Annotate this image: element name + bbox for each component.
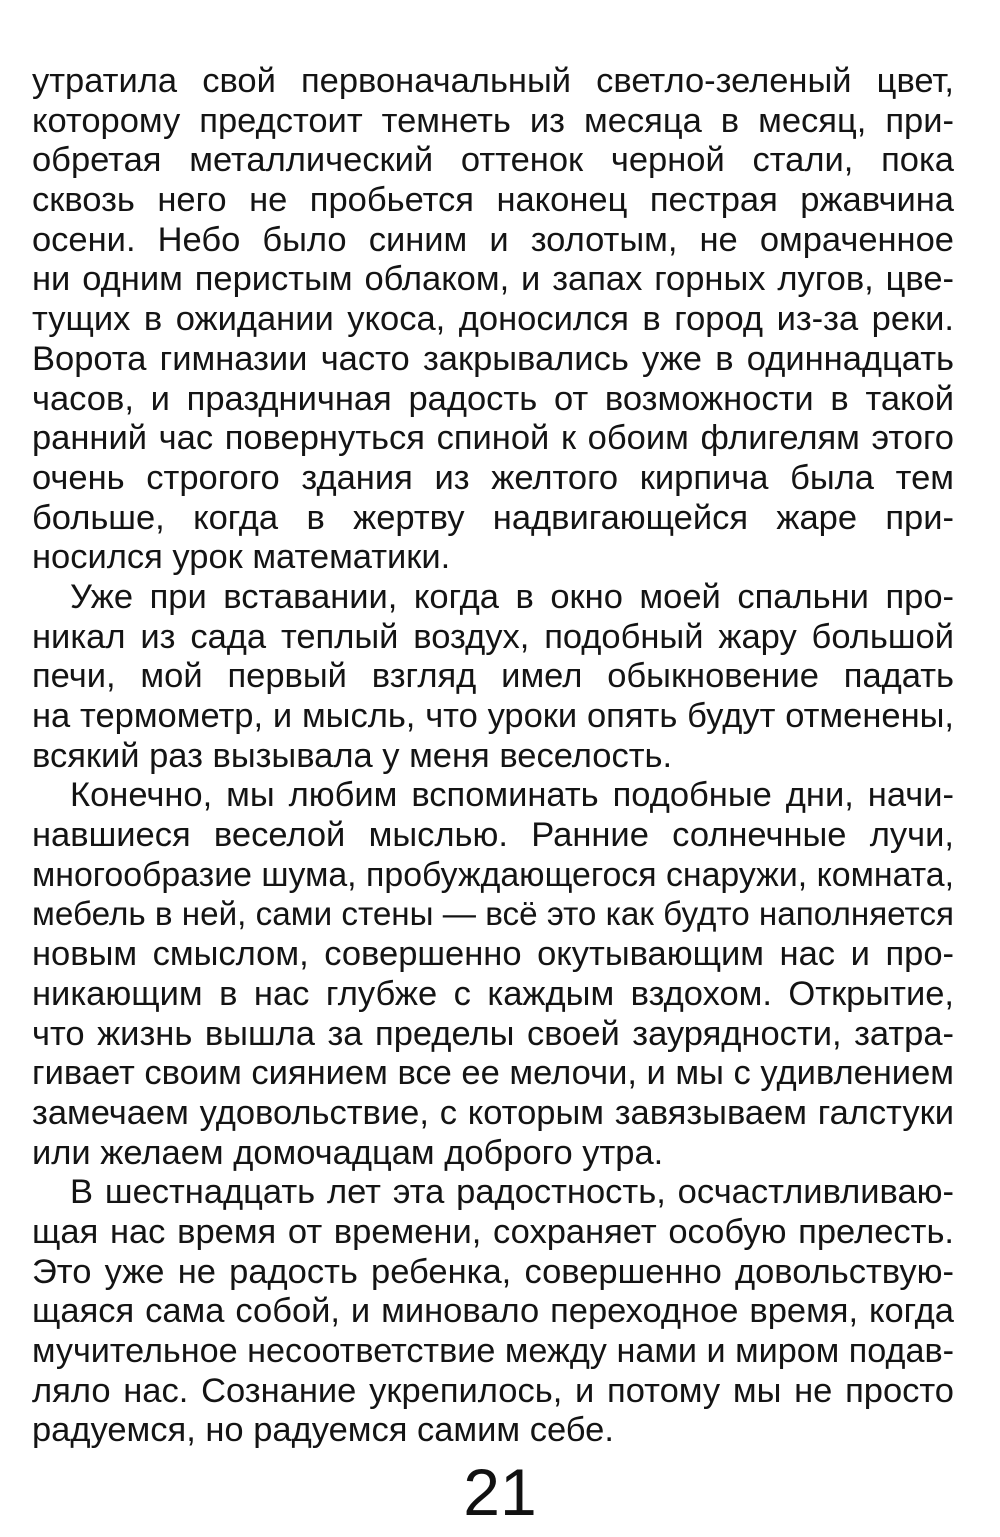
text-line: что жизнь вышла за пределы своей заурядности, затра- [32, 1014, 954, 1053]
text-line: сквозь него не пробьется наконец пестрая ржавчина [32, 181, 954, 220]
text-line: ранний час повернуться спиной к обоим флигелям этого [32, 419, 954, 458]
text-line: всякий раз вызывала у меня веселость. [32, 736, 673, 775]
body-text [32, 62, 954, 1451]
text-line: обретая металлический оттенок черной стали, пока [32, 141, 954, 180]
text-line: ляло нас. Сознание укрепилось, и потому мы не просто [32, 1371, 954, 1410]
text-line: радуемся, но радуемся самим себе. [32, 1411, 614, 1450]
text-line: тущих в ожидании укоса, доносился в город из-за реки. [32, 300, 954, 339]
text-line: щаяся сама собой, и миновало переходное время, когда [32, 1292, 954, 1331]
text-line: носился урок математики. [32, 538, 451, 577]
page-number: 21 [463, 1455, 537, 1529]
text-line: никающим в нас глубже с каждым вздохом. Открытие, [32, 974, 954, 1013]
text-line: щая нас время от времени, сохраняет особую прелесть. [32, 1212, 954, 1251]
text-line: осени. Небо было синим и золотым, не омраченное [32, 220, 954, 259]
text-line: утратила свой первоначальный светло-зеленый цвет, [32, 62, 954, 100]
text-line: на термометр, и мысль, что уроки опять будут отменены, [32, 697, 954, 735]
text-line: многообразие шума, пробуждающегося снаружи, комната, [32, 855, 954, 894]
text-line: мебель в ней, сами стены — всё это как будто наполняется [32, 896, 954, 934]
text-line: очень строгого здания из желтого кирпича была тем [32, 458, 954, 497]
text-line: которому предстоит темнеть из месяца в месяц, при- [32, 101, 954, 140]
text-line: Уже при вставании, когда в окно моей спальни про- [70, 577, 954, 616]
text-line: навшиеся веселой мыслью. Ранние солнечные лучи, [32, 816, 954, 855]
text-line: Конечно, мы любим вспоминать подобные дни, начи- [70, 776, 954, 815]
text-line: часов, и праздничная радость от возможности в такой [32, 379, 954, 418]
text-line: В шестнадцать лет эта радостность, осчастливливаю- [70, 1173, 954, 1212]
text-line: замечаем удовольствие, с которым завязываем галстуки [32, 1093, 954, 1132]
text-line: мучительное несоответствие между нами и миром подав- [32, 1332, 954, 1370]
text-line: Это уже не радость ребенка, совершенно довольствую- [32, 1252, 954, 1291]
text-line: новым смыслом, совершенно окутывающим нас и про- [32, 935, 954, 974]
text-line: Ворота гимназии часто закрывались уже в одиннадцать [32, 339, 954, 378]
text-line: больше, когда в жертву надвигающейся жаре при- [32, 498, 954, 537]
text-line: печи, мой первый взгляд имел обыкновение падать [32, 657, 954, 696]
text-line: никал из сада теплый воздух, подобный жару большой [32, 617, 954, 656]
text-line: ни одним перистым облаком, и запах горных лугов, цве- [32, 260, 954, 299]
text-line: гивает своим сиянием все ее мелочи, и мы с удивлением [32, 1054, 954, 1093]
text-line: или желаем домочадцам доброго утра. [32, 1133, 664, 1172]
